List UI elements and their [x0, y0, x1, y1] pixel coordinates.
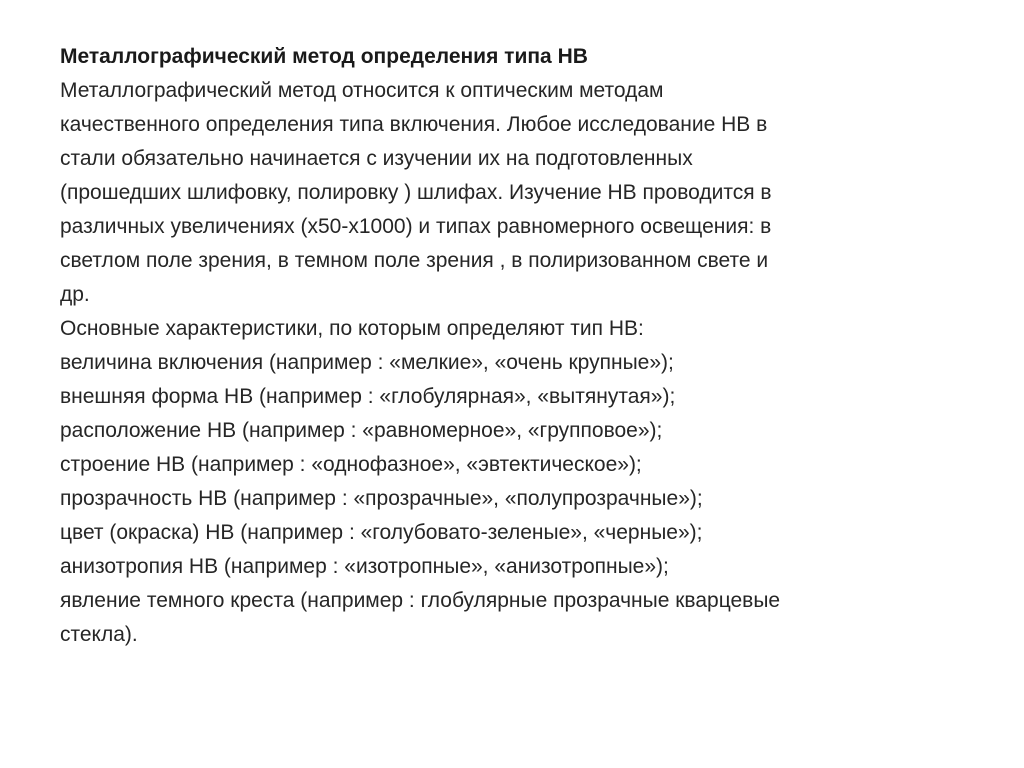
list-item: прозрачность НВ (например : «прозрачные», «полупрозрачные»); [60, 487, 703, 510]
intro-line: различных увеличениях (х50-х1000) и типах равномерного освещения: в [60, 215, 772, 238]
characteristics-list [60, 346, 980, 652]
list-item: внешняя форма НВ (например : «глобулярная», «вытянутая»); [60, 385, 676, 408]
intro-paragraph [60, 74, 980, 312]
intro-line: светлом поле зрения, в темном поле зрения , в полиризованном свете и [60, 249, 769, 272]
list-item: величина включения (например : «мелкие», «очень крупные»); [60, 351, 674, 374]
list-item: явление темного креста (например : глобулярные прозрачные кварцевые [60, 589, 781, 612]
list-item: цвет (окраска) НВ (например : «голубовато-зеленые», «черные»); [60, 521, 703, 544]
list-item: анизотропия НВ (например : «изотропные», «анизотропные»); [60, 555, 669, 578]
intro-line: др. [60, 283, 90, 306]
slide-content [60, 40, 980, 652]
intro-line: стали обязательно начинается с изучении их на подготовленных [60, 147, 693, 170]
slide-title: Металлографический метод определения типа НВ [60, 45, 588, 68]
list-item: стекла). [60, 623, 138, 646]
intro-line: качественного определения типа включения. Любое исследование НВ в [60, 113, 768, 136]
intro-line: (прошедших шлифовку, полировку ) шлифах. Изучение НВ проводится в [60, 181, 772, 204]
intro-line: Металлографический метод относится к оптическим методам [60, 79, 664, 102]
list-heading: Основные характеристики, по которым определяют тип НВ: [60, 317, 644, 340]
list-item: строение НВ (например : «однофазное», «эвтектическое»); [60, 453, 642, 476]
list-item: расположение НВ (например : «равномерное», «групповое»); [60, 419, 663, 442]
